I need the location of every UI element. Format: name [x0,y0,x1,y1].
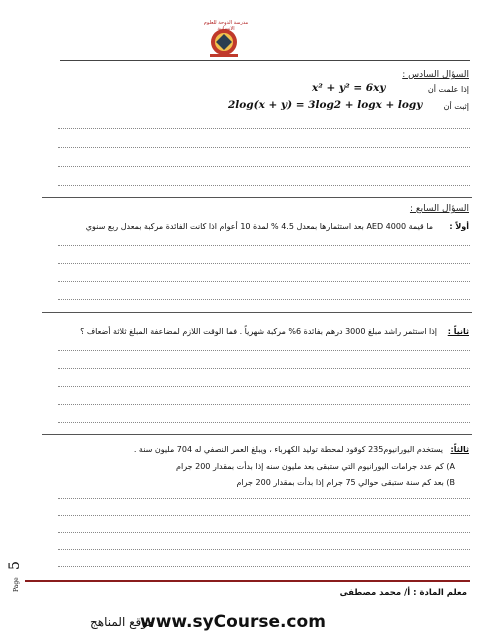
q7-part3-a: A) كم عدد جرامات اليورانيوم التي ستبقى بعد مليون سنه إذا بدأت بمقدار 200 جرام [176,462,455,471]
section-divider [42,434,472,435]
answer-line [58,299,470,300]
answer-line [58,404,470,405]
answer-line [58,245,470,246]
q7-part2-text: إذا استثمر راشد مبلغ 3000 درهم بفائدة 6% مركبة شهرياً . فما الوقت اللازم لمضاعفة المبلغ ثلاثة أضعاف ؟ [80,327,437,336]
answer-line [58,166,470,167]
header-divider [60,60,470,61]
q6-given-label: إذا علمت أن [427,85,469,94]
footer-divider [25,580,470,582]
answer-line [58,515,470,516]
answer-line [58,532,470,533]
answer-line [58,128,470,129]
answer-line [58,566,470,567]
answer-line [58,386,470,387]
q6-title: السؤال السادس : [402,70,469,80]
answer-line [58,350,470,351]
answer-line [58,147,470,148]
answer-line [58,185,470,186]
answer-line [58,368,470,369]
brand-arabic: موقع المناهج [90,615,154,629]
page-number-block [5,548,23,592]
section-divider [42,312,472,313]
answer-line [58,263,470,264]
q7-part1-label: أولاً : [449,222,469,231]
q7-part3-text: يستخدم اليورانيوم235 كوقود لمحطة توليد الكهرباء ، ويبلغ العمر النصفي له 704 مليون سنة . [133,445,443,454]
q7-part3-b: B) بعد كم سنة ستبقى حوالي 75 جرام إذا بدأت بمقدار 200 جرام [236,478,455,487]
school-name: مدرسة الدوحة للعلوم الانسانية [203,20,249,32]
q6-given-equation: x² + y² = 6xy [312,82,386,94]
q6-prove-label: إثبت أن [443,102,469,111]
brand-url[interactable]: www.syCourse.com [140,612,326,632]
section-divider [42,197,472,198]
answer-line [58,498,470,499]
q7-part3-label: ثالثاً: [450,445,469,454]
teacher-name: معلم المادة : أ/ محمد مصطفى [339,588,467,598]
page-label: Page [13,577,20,592]
q7-part1-text: ما قيمة 4000 AED بعد استثمارها بمعدل 4.5 % لمدة 10 أعوام اذا كانت الفائدة مركبة بمعدل ربع سنوي [85,222,433,231]
q6-prove-equation: 2log(x + y) = 3log2 + logx + logy [228,99,423,111]
page-number: 5 [7,561,23,570]
answer-line [58,422,470,423]
answer-line [58,549,470,550]
q7-title: السؤال السابع : [409,204,469,214]
answer-line [58,281,470,282]
q7-part2-label: ثانياً : [447,327,469,336]
